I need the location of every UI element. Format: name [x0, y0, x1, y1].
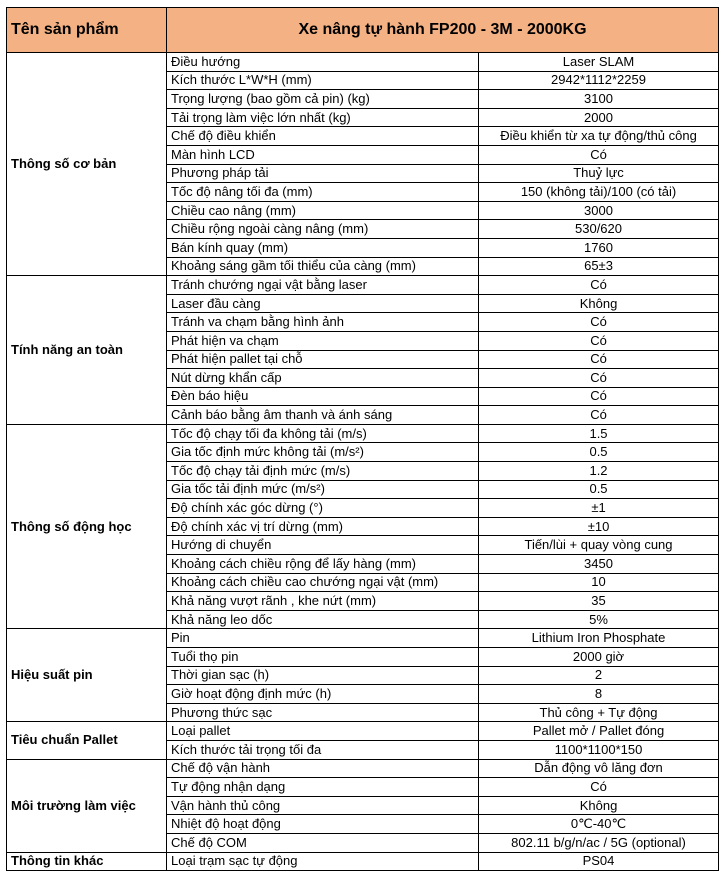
value-cell: Thuỷ lực — [479, 164, 719, 183]
value-cell: Có — [479, 369, 719, 388]
section-label: Tính năng an toàn — [7, 276, 167, 425]
value-cell: 10 — [479, 573, 719, 592]
value-cell: PS04 — [479, 852, 719, 871]
value-cell: Có — [479, 276, 719, 295]
param-cell: Tự động nhận dạng — [167, 778, 479, 797]
value-cell: Không — [479, 294, 719, 313]
section-label: Thông số cơ bản — [7, 53, 167, 276]
value-cell: 802.11 b/g/n/ac / 5G (optional) — [479, 833, 719, 852]
param-cell: Thời gian sạc (h) — [167, 666, 479, 685]
value-cell: Có — [479, 350, 719, 369]
table-row — [7, 276, 719, 295]
value-cell: Không — [479, 796, 719, 815]
param-cell: Bán kính quay (mm) — [167, 238, 479, 257]
value-cell: 3450 — [479, 555, 719, 574]
value-cell: 3000 — [479, 201, 719, 220]
value-cell: Điều khiển từ xa tự động/thủ công — [479, 127, 719, 146]
section-label: Thông số động học — [7, 424, 167, 629]
header-row — [7, 8, 719, 53]
value-cell: Có — [479, 331, 719, 350]
table-row — [7, 53, 719, 72]
param-cell: Kích thước L*W*H (mm) — [167, 71, 479, 90]
param-cell: Gia tốc tải định mức (m/s²) — [167, 480, 479, 499]
value-cell: 2000 giờ — [479, 648, 719, 667]
param-cell: Chiều rộng ngoài càng nâng (mm) — [167, 220, 479, 239]
param-cell: Tốc độ chạy tải định mức (m/s) — [167, 462, 479, 481]
param-cell: Khả năng vượt rãnh , khe nứt (mm) — [167, 592, 479, 611]
value-cell: ±10 — [479, 517, 719, 536]
value-cell: Dẫn động vô lăng đơn — [479, 759, 719, 778]
value-cell: Có — [479, 406, 719, 425]
value-cell: 2000 — [479, 108, 719, 127]
table-row — [7, 629, 719, 648]
table-row — [7, 722, 719, 741]
param-cell: Đèn báo hiệu — [167, 387, 479, 406]
section-label: Môi trường làm việc — [7, 759, 167, 852]
param-cell: Chế độ vận hành — [167, 759, 479, 778]
section-label: Hiệu suất pin — [7, 629, 167, 722]
spec-table — [6, 7, 719, 871]
param-cell: Kích thước tải trọng tối đa — [167, 740, 479, 759]
value-cell: Lithium Iron Phosphate — [479, 629, 719, 648]
param-cell: Phát hiện va chạm — [167, 331, 479, 350]
param-cell: Laser đầu càng — [167, 294, 479, 313]
category-header: Tên sản phẩm — [7, 8, 167, 53]
value-cell: 0.5 — [479, 480, 719, 499]
param-cell: Điều hướng — [167, 53, 479, 72]
param-cell: Loại trạm sạc tự động — [167, 852, 479, 871]
value-cell: Pallet mở / Pallet đóng — [479, 722, 719, 741]
param-cell: Chiều cao nâng (mm) — [167, 201, 479, 220]
value-cell: Tiến/lùi + quay vòng cung — [479, 536, 719, 555]
param-cell: Tải trọng làm việc lớn nhất (kg) — [167, 108, 479, 127]
value-cell: Laser SLAM — [479, 53, 719, 72]
value-cell: 1100*1100*150 — [479, 740, 719, 759]
value-cell: 3100 — [479, 90, 719, 109]
value-cell: 65±3 — [479, 257, 719, 276]
section-label: Tiêu chuẩn Pallet — [7, 722, 167, 759]
param-cell: Màn hình LCD — [167, 145, 479, 164]
value-cell: 1.2 — [479, 462, 719, 481]
param-cell: Phương pháp tải — [167, 164, 479, 183]
param-cell: Tốc độ chạy tối đa không tải (m/s) — [167, 424, 479, 443]
spec-body — [7, 53, 719, 871]
param-cell: Độ chính xác góc dừng (°) — [167, 499, 479, 518]
product-title: Xe nâng tự hành FP200 - 3M - 2000KG — [167, 8, 719, 53]
value-cell: 150 (không tải)/100 (có tải) — [479, 183, 719, 202]
param-cell: Độ chính xác vị trí dừng (mm) — [167, 517, 479, 536]
param-cell: Tránh va chạm bằng hình ảnh — [167, 313, 479, 332]
value-cell: ±1 — [479, 499, 719, 518]
param-cell: Tránh chướng ngại vật bằng laser — [167, 276, 479, 295]
param-cell: Hướng di chuyển — [167, 536, 479, 555]
param-cell: Khả năng leo dốc — [167, 610, 479, 629]
param-cell: Tuổi thọ pin — [167, 648, 479, 667]
param-cell: Chế độ điều khiển — [167, 127, 479, 146]
value-cell: 2942*1112*2259 — [479, 71, 719, 90]
table-row — [7, 852, 719, 871]
value-cell: 35 — [479, 592, 719, 611]
value-cell: Có — [479, 313, 719, 332]
param-cell: Trọng lượng (bao gồm cả pin) (kg) — [167, 90, 479, 109]
param-cell: Giờ hoạt động định mức (h) — [167, 685, 479, 704]
value-cell: 0℃-40℃ — [479, 815, 719, 834]
param-cell: Phương thức sạc — [167, 703, 479, 722]
value-cell: Có — [479, 387, 719, 406]
value-cell: 1.5 — [479, 424, 719, 443]
param-cell: Khoảng sáng gầm tối thiểu của càng (mm) — [167, 257, 479, 276]
param-cell: Pin — [167, 629, 479, 648]
value-cell: 0.5 — [479, 443, 719, 462]
param-cell: Khoảng cách chiều rộng để lấy hàng (mm) — [167, 555, 479, 574]
param-cell: Nút dừng khẩn cấp — [167, 369, 479, 388]
param-cell: Vận hành thủ công — [167, 796, 479, 815]
value-cell: 8 — [479, 685, 719, 704]
param-cell: Gia tốc định mức không tải (m/s²) — [167, 443, 479, 462]
table-row — [7, 424, 719, 443]
value-cell: Có — [479, 145, 719, 164]
param-cell: Tốc độ nâng tối đa (mm) — [167, 183, 479, 202]
param-cell: Nhiệt độ hoạt động — [167, 815, 479, 834]
param-cell: Cảnh báo bằng âm thanh và ánh sáng — [167, 406, 479, 425]
table-row — [7, 759, 719, 778]
param-cell: Loại pallet — [167, 722, 479, 741]
value-cell: Thủ công + Tự động — [479, 703, 719, 722]
param-cell: Phát hiện pallet tại chỗ — [167, 350, 479, 369]
value-cell: 1760 — [479, 238, 719, 257]
value-cell: Có — [479, 778, 719, 797]
section-label: Thông tin khác — [7, 852, 167, 871]
value-cell: 530/620 — [479, 220, 719, 239]
value-cell: 2 — [479, 666, 719, 685]
value-cell: 5% — [479, 610, 719, 629]
param-cell: Khoảng cách chiều cao chướng ngại vật (mm) — [167, 573, 479, 592]
param-cell: Chế độ COM — [167, 833, 479, 852]
